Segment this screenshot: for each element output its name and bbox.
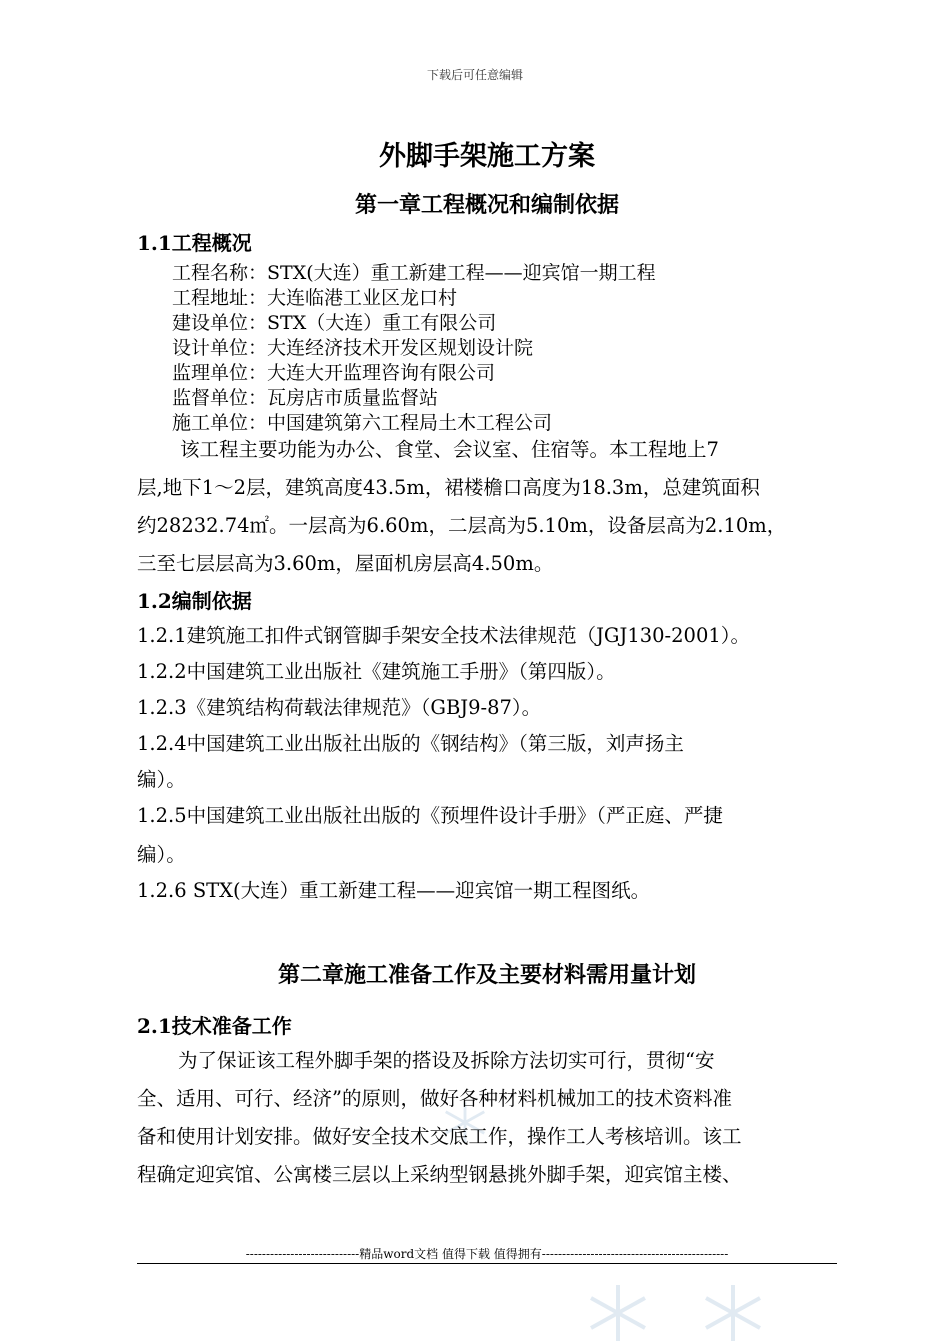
basis-line: 1.2.6 STX(大连）重工新建工程——迎宾馆一期工程图纸。: [137, 879, 651, 902]
body-line: 为了保证该工程外脚手架的搭设及拆除方法切实可行，贯彻“安: [178, 1049, 715, 1072]
info-line: 工程名称：STX(大连）重工新建工程——迎宾馆一期工程: [172, 262, 656, 284]
watermark-snowflake-icon: [698, 1283, 768, 1343]
basis-line: 1.2.4中国建筑工业出版社出版的《钢结构》（第三版，刘声扬主: [137, 732, 684, 755]
body-line: 备和使用计划安排。做好安全技术交底工作，操作工人考核培训。该工: [137, 1125, 742, 1148]
header-note: 下载后可任意编辑: [426, 68, 523, 82]
watermark-snowflake-icon: [583, 1283, 653, 1343]
summary-line: 层,地下1～2层，建筑高度43.5m，裙楼檐口高度为18.3m，总建筑面积: [137, 476, 760, 499]
basis-line: 1.2.5中国建筑工业出版社出版的《预埋件设计手册》（严正庭、严捷: [137, 804, 723, 827]
footer-text: ----------------------------精品word文档 值得下载 值得拥有----------------------------------------------: [245, 1247, 729, 1261]
chapter-2-title: 第二章施工准备工作及主要材料需用量计划: [277, 962, 696, 988]
summary-line: 该工程主要功能为办公、食堂、会议室、住宿等。本工程地上7: [180, 438, 719, 461]
section-1-1-heading: 1.1工程概况: [137, 231, 252, 255]
section-2-1-heading: 2.1技术准备工作: [137, 1014, 292, 1038]
info-line: 监理单位：大连大开监理咨询有限公司: [172, 362, 496, 384]
body-line: 程确定迎宾馆、公寓楼三层以上采纳型钢悬挑外脚手架，迎宾馆主楼、: [137, 1163, 742, 1186]
info-line: 设计单位：大连经济技术开发区规划设计院: [172, 337, 534, 359]
summary-line: 三至七层层高为3.60m，屋面机房层高4.50m。: [137, 552, 554, 575]
info-line: 监督单位：瓦房店市质量监督站: [172, 387, 439, 409]
basis-line: 编）。: [137, 768, 186, 791]
section-1-2-heading: 1.2编制依据: [137, 589, 252, 613]
basis-line: 1.2.2中国建筑工业出版社《建筑施工手册》（第四版）。: [137, 660, 616, 683]
basis-line: 1.2.3《建筑结构荷载法律规范》（GBJ9-87）。: [137, 696, 542, 719]
basis-line: 1.2.1建筑施工扣件式钢管脚手架安全技术法律规范（JGJ130-2001）。: [137, 624, 751, 647]
body-line: 全、适用、可行、经济”的原则，做好各种材料机械加工的技术资料准: [137, 1087, 732, 1110]
footer-rule: [137, 1263, 837, 1264]
info-line: 施工单位：中国建筑第六工程局土木工程公司: [172, 412, 553, 434]
info-line: 工程地址：大连临港工业区龙口村: [172, 287, 458, 309]
chapter-1-title: 第一章工程概况和编制依据: [354, 192, 619, 218]
basis-line: 编）。: [137, 843, 186, 866]
document-title: 外脚手架施工方案: [379, 141, 595, 172]
summary-line: 约28232.74㎡。一层高为6.60m，二层高为5.10m，设备层高为2.10m，: [137, 514, 787, 537]
info-line: 建设单位：STX（大连）重工有限公司: [172, 312, 497, 334]
